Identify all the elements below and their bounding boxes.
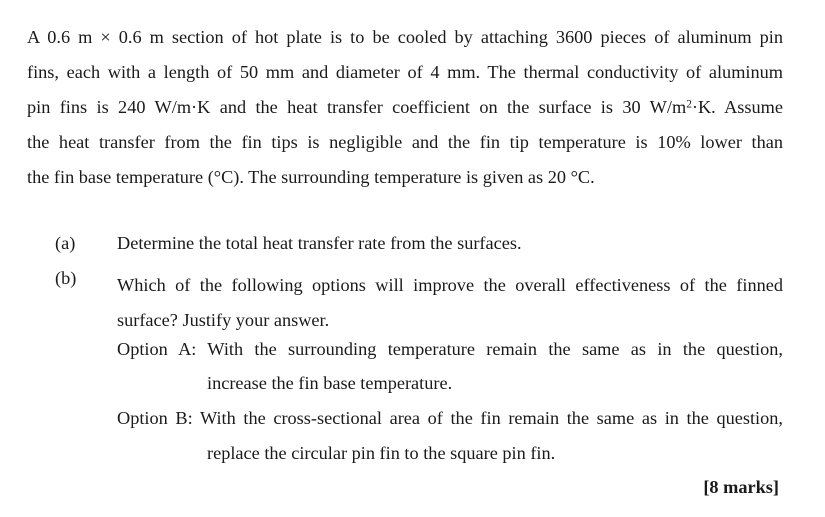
part-b-label: (b) xyxy=(55,268,77,288)
option-a-text: Option A: With the surrounding temperature remain the same as in the question, xyxy=(117,339,783,359)
superscript-two: 2 xyxy=(686,98,692,111)
stem-line-4: the heat transfer from the fin tips is negligible and the fin tip temperature is 10% lower than xyxy=(27,132,783,152)
part-a-text: Determine the total heat transfer rate from the surfaces. xyxy=(117,233,522,253)
option-b-line-2: replace the circular pin fin to the square pin fin. xyxy=(207,443,556,463)
stem-line-3-tail: ·K. Assume xyxy=(691,97,784,117)
stem-line-1: A 0.6 m × 0.6 m section of hot plate is to be cooled by attaching 3600 pieces of aluminum pin xyxy=(27,27,783,47)
option-b-text: Option B: With the cross-sectional area of the fin remain the same as in the question, xyxy=(117,408,783,428)
part-a-label: (a) xyxy=(55,233,76,253)
marks-label: [8 marks] xyxy=(703,477,779,497)
part-b-text xyxy=(117,268,783,338)
stem-line-5: the fin base temperature (°C). The surrounding temperature is given as 20 °C. xyxy=(27,167,595,187)
part-b-line-1: Which of the following options will improve the overall effectiveness of the finned xyxy=(117,275,783,295)
question-stem xyxy=(27,20,783,195)
option-a-line-1 xyxy=(117,339,783,360)
option-a-line-2: increase the fin base temperature. xyxy=(207,373,453,393)
stem-line-2: fins, each with a length of 50 mm and diameter of 4 mm. The thermal conductivity of aluminum xyxy=(27,62,783,82)
stem-line-3-text: pin fins is 240 W/m·K and the heat transfer coefficient on the surface is 30 W/m xyxy=(27,97,687,117)
stem-line-3 xyxy=(27,90,783,125)
part-b-line-2: surface? Justify your answer. xyxy=(117,310,330,330)
option-b-line-1 xyxy=(117,408,783,429)
